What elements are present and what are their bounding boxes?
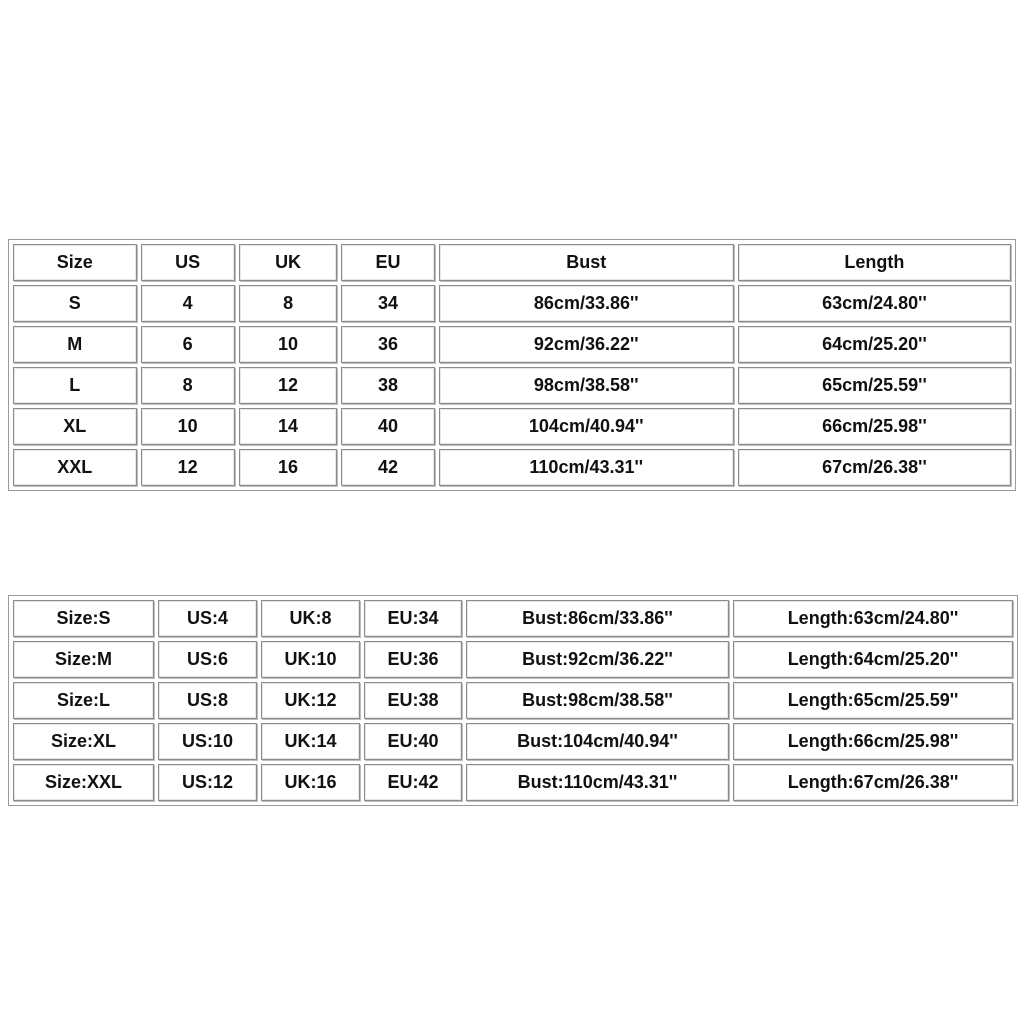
cell-length: 65cm/25.59'' <box>738 367 1011 404</box>
cell-length: 66cm/25.98'' <box>738 408 1011 445</box>
cell-bust: Bust:104cm/40.94'' <box>466 723 729 760</box>
cell-eu: EU:40 <box>364 723 462 760</box>
cell-eu: 34 <box>341 285 434 322</box>
cell-length: 64cm/25.20'' <box>738 326 1011 363</box>
cell-size: Size:S <box>13 600 154 637</box>
cell-bust: Bust:86cm/33.86'' <box>466 600 729 637</box>
cell-uk: 10 <box>239 326 337 363</box>
cell-eu: EU:42 <box>364 764 462 801</box>
table-header-row <box>13 244 1011 281</box>
cell-uk: 14 <box>239 408 337 445</box>
cell-us: US:6 <box>158 641 257 678</box>
cell-eu: EU:38 <box>364 682 462 719</box>
cell-length: Length:66cm/25.98'' <box>733 723 1013 760</box>
cell-uk: UK:16 <box>261 764 360 801</box>
cell-uk: UK:14 <box>261 723 360 760</box>
cell-bust: 104cm/40.94'' <box>439 408 734 445</box>
cell-eu: 42 <box>341 449 434 486</box>
table-row <box>13 408 1011 445</box>
cell-bust: Bust:110cm/43.31'' <box>466 764 729 801</box>
cell-bust: Bust:92cm/36.22'' <box>466 641 729 678</box>
cell-bust: 110cm/43.31'' <box>439 449 734 486</box>
cell-bust: 98cm/38.58'' <box>439 367 734 404</box>
cell-size: S <box>13 285 137 322</box>
cell-us: 12 <box>141 449 235 486</box>
cell-length: Length:67cm/26.38'' <box>733 764 1013 801</box>
cell-bust: 86cm/33.86'' <box>439 285 734 322</box>
cell-size: M <box>13 326 137 363</box>
cell-size: XL <box>13 408 137 445</box>
cell-eu: EU:36 <box>364 641 462 678</box>
table-row <box>13 682 1013 719</box>
cell-eu: EU:34 <box>364 600 462 637</box>
table-row <box>13 641 1013 678</box>
cell-bust: Bust:98cm/38.58'' <box>466 682 729 719</box>
cell-length: Length:63cm/24.80'' <box>733 600 1013 637</box>
cell-us: 10 <box>141 408 235 445</box>
cell-eu: 36 <box>341 326 434 363</box>
cell-size: Size:XXL <box>13 764 154 801</box>
cell-size: L <box>13 367 137 404</box>
size-chart-table-2 <box>8 595 1018 806</box>
header-cell-eu: EU <box>341 244 434 281</box>
header-cell-uk: UK <box>239 244 337 281</box>
table-row <box>13 285 1011 322</box>
table-row <box>13 367 1011 404</box>
cell-us: 6 <box>141 326 235 363</box>
header-cell-us: US <box>141 244 235 281</box>
cell-us: US:4 <box>158 600 257 637</box>
table-row <box>13 326 1011 363</box>
cell-size: Size:XL <box>13 723 154 760</box>
cell-length: Length:65cm/25.59'' <box>733 682 1013 719</box>
cell-length: 67cm/26.38'' <box>738 449 1011 486</box>
cell-size: Size:L <box>13 682 154 719</box>
header-cell-length: Length <box>738 244 1011 281</box>
table-row <box>13 723 1013 760</box>
table-row <box>13 764 1013 801</box>
cell-us: 8 <box>141 367 235 404</box>
cell-us: US:12 <box>158 764 257 801</box>
table-row <box>13 600 1013 637</box>
cell-us: 4 <box>141 285 235 322</box>
cell-eu: 40 <box>341 408 434 445</box>
cell-uk: UK:8 <box>261 600 360 637</box>
cell-eu: 38 <box>341 367 434 404</box>
cell-size: XXL <box>13 449 137 486</box>
cell-us: US:8 <box>158 682 257 719</box>
cell-bust: 92cm/36.22'' <box>439 326 734 363</box>
cell-length: Length:64cm/25.20'' <box>733 641 1013 678</box>
cell-length: 63cm/24.80'' <box>738 285 1011 322</box>
cell-uk: 8 <box>239 285 337 322</box>
cell-us: US:10 <box>158 723 257 760</box>
cell-uk: 12 <box>239 367 337 404</box>
cell-uk: UK:12 <box>261 682 360 719</box>
header-cell-bust: Bust <box>439 244 734 281</box>
header-cell-size: Size <box>13 244 137 281</box>
size-chart-table-1 <box>8 239 1016 491</box>
cell-size: Size:M <box>13 641 154 678</box>
table-row <box>13 449 1011 486</box>
cell-uk: UK:10 <box>261 641 360 678</box>
cell-uk: 16 <box>239 449 337 486</box>
